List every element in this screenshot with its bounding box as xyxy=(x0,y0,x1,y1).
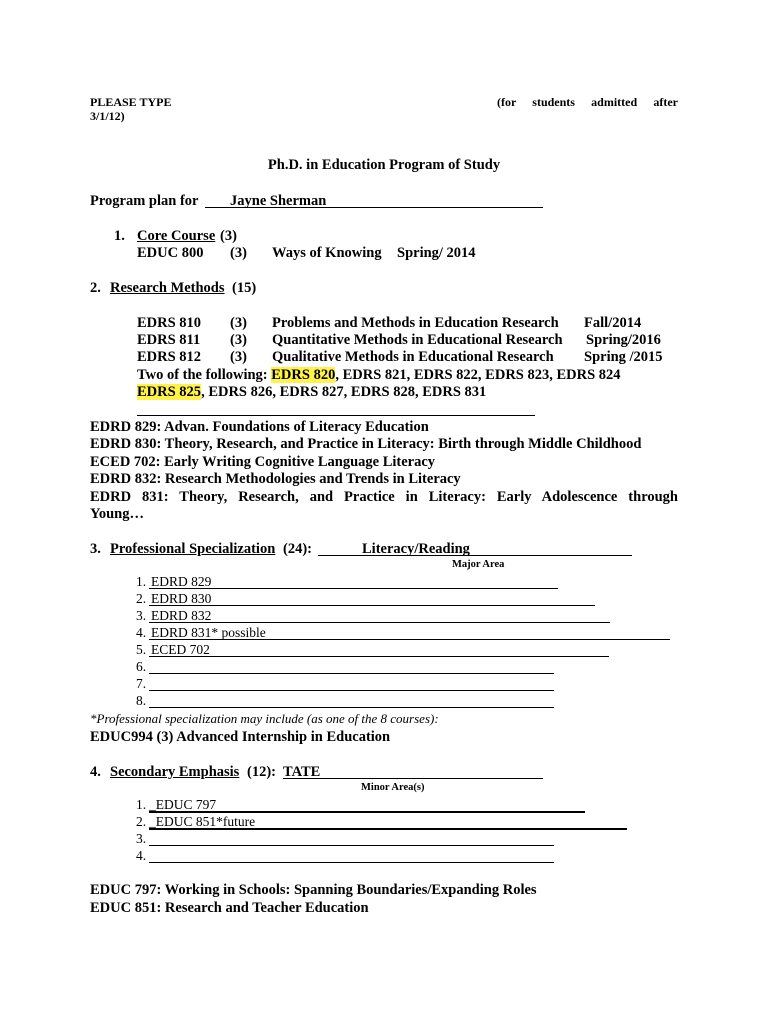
program-plan-label: Program plan for xyxy=(90,193,199,209)
prof-item-value: EDRD 831* possible xyxy=(151,625,266,640)
prof-item-num: 6. xyxy=(136,659,147,674)
core-course-credits: (3) xyxy=(230,245,247,261)
prof-item-line xyxy=(149,588,558,589)
literacy-note: EDRD 829: Advan. Foundations of Literacy Education xyxy=(90,419,429,435)
prof-item-value: ECED 702 xyxy=(151,642,210,657)
literacy-note: EDRD 832: Research Methodologies and Trends in Literacy xyxy=(90,471,461,487)
admitted-date: 3/1/12) xyxy=(90,109,125,123)
sec-item-line xyxy=(149,845,554,846)
research-course-credits: (3) xyxy=(230,332,247,348)
prof-item-line xyxy=(149,707,554,708)
research-heading: Research Methods xyxy=(110,280,225,296)
core-heading-num: 1. xyxy=(114,228,125,244)
secondary-heading-num: 4. xyxy=(90,764,101,780)
research-course-code: EDRS 811 xyxy=(137,332,201,348)
prof-item-line xyxy=(149,605,595,606)
highlight-edrs-820: EDRS 820 xyxy=(271,367,336,383)
professional-credits: (24): xyxy=(283,541,312,557)
professional-heading: Professional Specialization xyxy=(110,541,276,557)
sec-item-num: 4. xyxy=(136,848,147,863)
research-course-credits: (3) xyxy=(230,315,247,331)
secondary-note: EDUC 851: Research and Teacher Education xyxy=(90,900,369,916)
minor-area-label: Minor Area(s) xyxy=(361,782,425,793)
prof-item-line xyxy=(149,673,554,674)
sec-item-line xyxy=(149,862,554,863)
research-course-term: Spring/2016 xyxy=(586,332,661,348)
literacy-note: ECED 702: Early Writing Cognitive Language Literacy xyxy=(90,454,436,470)
prof-item-num: 7. xyxy=(136,676,147,691)
student-name-value: Jayne Sherman xyxy=(230,193,327,209)
professional-heading-num: 3. xyxy=(90,541,101,557)
prof-item-value: EDRD 830 xyxy=(151,591,212,606)
research-heading-num: 2. xyxy=(90,280,101,296)
sec-item-line xyxy=(149,828,627,830)
prof-item-num: 2. xyxy=(136,591,147,606)
sec-item-num: 1. xyxy=(136,797,147,812)
prof-item-value: EDRD 832 xyxy=(151,608,212,623)
two-of-label: Two of the following: xyxy=(137,367,268,383)
research-course-code: EDRS 812 xyxy=(137,349,202,365)
research-course-title: Quantitative Methods in Educational Research xyxy=(272,332,563,348)
secondary-heading: Secondary Emphasis xyxy=(110,764,240,780)
literacy-note: EDRD 831: Theory, Research, and Practice in Literacy: Early Adolescence through xyxy=(90,489,678,505)
prof-item-num: 8. xyxy=(136,693,147,708)
literacy-note: Young… xyxy=(90,506,144,522)
internship-line: EDUC994 (3) Advanced Internship in Education xyxy=(90,729,391,745)
core-heading: Core Course xyxy=(137,228,216,244)
prof-item-line xyxy=(149,639,670,640)
minor-area-value: TATE xyxy=(283,764,321,780)
sec-item-value: _EDUC 851*future xyxy=(149,814,256,829)
major-area-label: Major Area xyxy=(452,559,505,570)
options-rest-2: , EDRS 826, EDRS 827, EDRS 828, EDRS 831 xyxy=(201,384,487,400)
research-course-term: Fall/2014 xyxy=(584,315,642,331)
prof-item-value: EDRD 829 xyxy=(151,574,212,589)
sec-item-value: _EDUC 797 xyxy=(149,797,217,812)
research-options-line-2 xyxy=(137,383,486,401)
research-credits: (15) xyxy=(232,280,257,296)
prof-item-num: 3. xyxy=(136,608,147,623)
prof-item-num: 1. xyxy=(136,574,147,589)
prof-footnote: *Professional specialization may include (as one of the 8 courses): xyxy=(90,711,439,726)
prof-item-line xyxy=(149,656,609,657)
options-rest-1: , EDRS 821, EDRS 822, EDRS 823, EDRS 824 xyxy=(335,367,621,383)
major-area-value: Literacy/Reading xyxy=(362,541,470,557)
admitted-note: (for students admitted after xyxy=(497,95,678,109)
core-course-term: Spring/ 2014 xyxy=(397,245,476,261)
research-course-term: Spring /2015 xyxy=(584,349,663,365)
research-course-title: Problems and Methods in Education Research xyxy=(272,315,559,331)
core-course-code: EDUC 800 xyxy=(137,245,204,261)
page-title: Ph.D. in Education Program of Study xyxy=(267,157,501,173)
please-type-label: PLEASE TYPE xyxy=(90,95,172,109)
research-options-underline xyxy=(137,415,535,416)
secondary-credits: (12): xyxy=(247,764,276,780)
sec-item-num: 3. xyxy=(136,831,147,846)
core-credits: (3) xyxy=(220,228,237,244)
highlight-edrs-825: EDRS 825 xyxy=(137,384,202,400)
research-course-credits: (3) xyxy=(230,349,247,365)
prof-item-num: 5. xyxy=(136,642,147,657)
research-course-title: Qualitative Methods in Educational Research xyxy=(272,349,554,365)
prof-item-line xyxy=(149,690,554,691)
prof-item-num: 4. xyxy=(136,625,147,640)
prof-item-line xyxy=(149,622,610,623)
secondary-note: EDUC 797: Working in Schools: Spanning Boundaries/Expanding Roles xyxy=(90,882,537,898)
research-course-code: EDRS 810 xyxy=(137,315,202,331)
research-options-line-1 xyxy=(137,366,621,384)
core-course-title: Ways of Knowing xyxy=(272,245,382,261)
sec-item-num: 2. xyxy=(136,814,147,829)
literacy-note: EDRD 830: Theory, Research, and Practice in Literacy: Birth through Middle Childhood xyxy=(90,436,642,452)
